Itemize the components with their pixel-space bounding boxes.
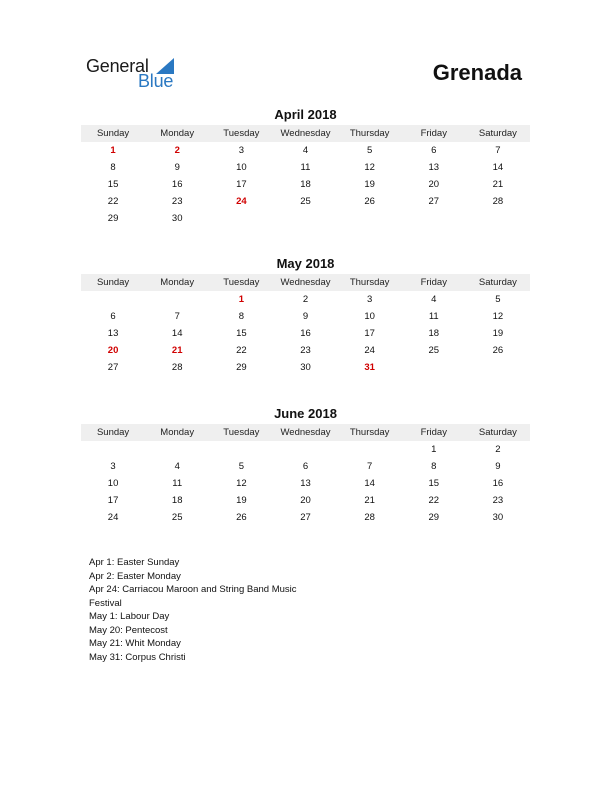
day-cell: 17 — [236, 179, 247, 190]
week-row — [81, 458, 530, 475]
weekday-header-row — [81, 424, 530, 441]
day-cell: 5 — [366, 145, 373, 156]
day-cell: 1 — [110, 145, 116, 156]
weekday-header-row — [81, 274, 530, 291]
day-cell: 23 — [492, 495, 504, 506]
empty-day-cell — [402, 359, 466, 376]
day-cell: 3 — [110, 461, 116, 472]
day-cell: 18 — [428, 328, 440, 339]
day-cell: 12 — [236, 478, 247, 489]
day-cell: 14 — [171, 328, 183, 339]
day-cell: 31 — [364, 362, 375, 373]
weekday-label: Thursday — [349, 128, 390, 139]
day-cell: 6 — [302, 461, 309, 472]
day-cell: 19 — [364, 179, 375, 190]
weekday-label: Monday — [160, 128, 195, 139]
week-row — [81, 193, 530, 210]
weekday-label: Monday — [160, 427, 195, 438]
day-cell: 23 — [171, 196, 183, 207]
month-calendar-june — [81, 406, 530, 526]
day-cell: 6 — [431, 145, 437, 156]
day-cell: 10 — [236, 162, 247, 173]
day-cell: 18 — [300, 179, 311, 190]
logo-text-general: General — [86, 56, 149, 76]
day-cell: 23 — [300, 345, 311, 356]
day-cell: 30 — [300, 362, 311, 373]
day-cell: 25 — [428, 345, 440, 356]
holiday-note: Apr 24: Carriacou Maroon and String Band Music — [89, 584, 297, 595]
day-cell: 13 — [300, 478, 311, 489]
day-cell: 4 — [431, 294, 437, 305]
day-cell: 25 — [300, 196, 311, 207]
day-cell: 21 — [364, 495, 375, 506]
day-cell: 30 — [171, 213, 183, 224]
day-cell: 21 — [492, 179, 504, 190]
month-calendar-may — [81, 256, 530, 376]
weekday-label: Sunday — [96, 427, 130, 438]
day-cell: 24 — [236, 196, 247, 207]
empty-day-cell — [209, 441, 273, 458]
weekday-label: Monday — [160, 277, 195, 288]
day-cell: 27 — [107, 362, 119, 373]
day-cell: 28 — [492, 196, 504, 207]
week-row — [81, 308, 530, 325]
day-cell: 19 — [236, 495, 247, 506]
month-calendar-april — [81, 107, 530, 227]
day-cell: 7 — [174, 311, 180, 322]
day-cell: 5 — [495, 294, 501, 305]
weekday-label: Tuesday — [223, 128, 260, 139]
day-cell: 7 — [495, 145, 501, 156]
empty-day-cell — [209, 210, 273, 227]
day-cell: 26 — [364, 196, 375, 207]
weekday-label: Wednesday — [280, 128, 331, 139]
day-cell: 27 — [428, 196, 440, 207]
country-title: Grenada — [432, 60, 522, 85]
weekday-label: Sunday — [96, 277, 130, 288]
weekday-label: Saturday — [478, 277, 517, 288]
day-cell: 24 — [107, 512, 119, 523]
brand-logo — [86, 56, 186, 92]
holiday-note: May 1: Labour Day — [89, 611, 170, 622]
empty-day-cell — [145, 291, 209, 308]
day-cell: 5 — [238, 461, 244, 472]
week-row — [81, 359, 530, 376]
day-cell: 12 — [364, 162, 375, 173]
empty-day-cell — [81, 441, 145, 458]
day-cell: 9 — [174, 162, 180, 173]
day-cell: 19 — [492, 328, 504, 339]
day-cell: 29 — [107, 213, 119, 224]
day-cell: 22 — [107, 196, 119, 207]
day-cell: 10 — [364, 311, 375, 322]
weekday-label: Tuesday — [223, 427, 260, 438]
weekday-label: Friday — [420, 128, 447, 139]
empty-day-cell — [466, 359, 530, 376]
empty-day-cell — [466, 210, 530, 227]
day-cell: 20 — [428, 179, 440, 190]
week-row — [81, 475, 530, 492]
weekday-label: Wednesday — [280, 427, 331, 438]
week-row — [81, 441, 530, 458]
day-cell: 29 — [428, 512, 440, 523]
logo-text-blue: Blue — [138, 71, 174, 91]
holiday-note: May 20: Pentecost — [89, 624, 168, 636]
week-row — [81, 159, 530, 176]
day-cell: 20 — [300, 495, 311, 506]
day-cell: 17 — [364, 328, 375, 339]
day-cell: 6 — [110, 311, 116, 322]
weekday-label: Friday — [420, 277, 447, 288]
empty-day-cell — [81, 291, 145, 308]
month-title: June 2018 — [274, 406, 337, 421]
empty-day-cell — [145, 441, 209, 458]
day-cell: 18 — [171, 495, 183, 506]
day-cell: 28 — [171, 362, 183, 373]
week-row — [81, 509, 530, 526]
month-title: May 2018 — [276, 256, 335, 271]
holiday-notes — [89, 556, 329, 664]
empty-day-cell — [402, 210, 466, 227]
holiday-note: Apr 1: Easter Sunday — [89, 557, 180, 568]
day-cell: 14 — [364, 478, 375, 489]
day-cell: 24 — [364, 345, 375, 356]
day-cell: 4 — [302, 145, 309, 156]
holiday-note: May 31: Corpus Christi — [89, 651, 186, 663]
day-cell: 22 — [236, 345, 247, 356]
day-cell: 7 — [366, 461, 373, 472]
day-cell: 3 — [366, 294, 373, 305]
day-cell: 26 — [236, 512, 247, 523]
day-cell: 15 — [428, 478, 440, 489]
day-cell: 4 — [174, 461, 180, 472]
day-cell: 15 — [107, 179, 119, 190]
day-cell: 16 — [300, 328, 311, 339]
day-cell: 11 — [300, 162, 311, 173]
day-cell: 1 — [238, 294, 244, 305]
weekday-label: Tuesday — [223, 277, 260, 288]
day-cell: 12 — [492, 311, 504, 322]
holiday-note: May 21: Whit Monday — [89, 638, 181, 649]
week-row — [81, 342, 530, 359]
weekday-label: Friday — [420, 427, 447, 438]
day-cell: 13 — [107, 328, 119, 339]
day-cell: 27 — [300, 512, 311, 523]
day-cell: 11 — [428, 311, 439, 322]
weekday-header-row — [81, 125, 530, 142]
week-row — [81, 492, 530, 509]
weekday-label: Thursday — [349, 277, 390, 288]
empty-day-cell — [273, 210, 337, 227]
day-cell: 8 — [110, 162, 116, 173]
day-cell: 16 — [171, 179, 183, 190]
empty-day-cell — [338, 441, 402, 458]
day-cell: 17 — [107, 495, 119, 506]
day-cell: 16 — [492, 478, 504, 489]
day-cell: 9 — [302, 311, 309, 322]
weekday-label: Saturday — [478, 427, 517, 438]
day-cell: 3 — [238, 145, 244, 156]
weekday-label: Thursday — [349, 427, 390, 438]
week-row — [81, 176, 530, 193]
day-cell: 9 — [495, 461, 501, 472]
day-cell: 20 — [107, 345, 119, 356]
day-cell: 11 — [172, 478, 183, 489]
day-cell: 14 — [492, 162, 504, 173]
day-cell: 13 — [428, 162, 440, 173]
weekday-label: Saturday — [478, 128, 517, 139]
month-title: April 2018 — [274, 107, 337, 122]
day-cell: 2 — [302, 294, 309, 305]
day-cell: 28 — [364, 512, 375, 523]
weekday-label: Wednesday — [280, 277, 331, 288]
day-cell: 26 — [492, 345, 504, 356]
week-row — [81, 142, 530, 159]
day-cell: 8 — [431, 461, 437, 472]
day-cell: 10 — [107, 478, 119, 489]
day-cell: 29 — [236, 362, 247, 373]
day-cell: 2 — [174, 145, 180, 156]
day-cell: 2 — [495, 444, 501, 455]
day-cell: 8 — [238, 311, 244, 322]
day-cell: 21 — [171, 345, 183, 356]
empty-day-cell — [273, 441, 337, 458]
day-cell: 25 — [171, 512, 183, 523]
weekday-label: Sunday — [96, 128, 130, 139]
week-row — [81, 210, 530, 227]
day-cell: 15 — [236, 328, 247, 339]
week-row — [81, 291, 530, 308]
empty-day-cell — [338, 210, 402, 227]
holiday-note: Apr 2: Easter Monday — [89, 570, 181, 582]
holiday-note: Festival — [89, 597, 122, 609]
day-cell: 1 — [431, 444, 437, 455]
day-cell: 22 — [428, 495, 440, 506]
day-cell: 30 — [492, 512, 504, 523]
week-row — [81, 325, 530, 342]
